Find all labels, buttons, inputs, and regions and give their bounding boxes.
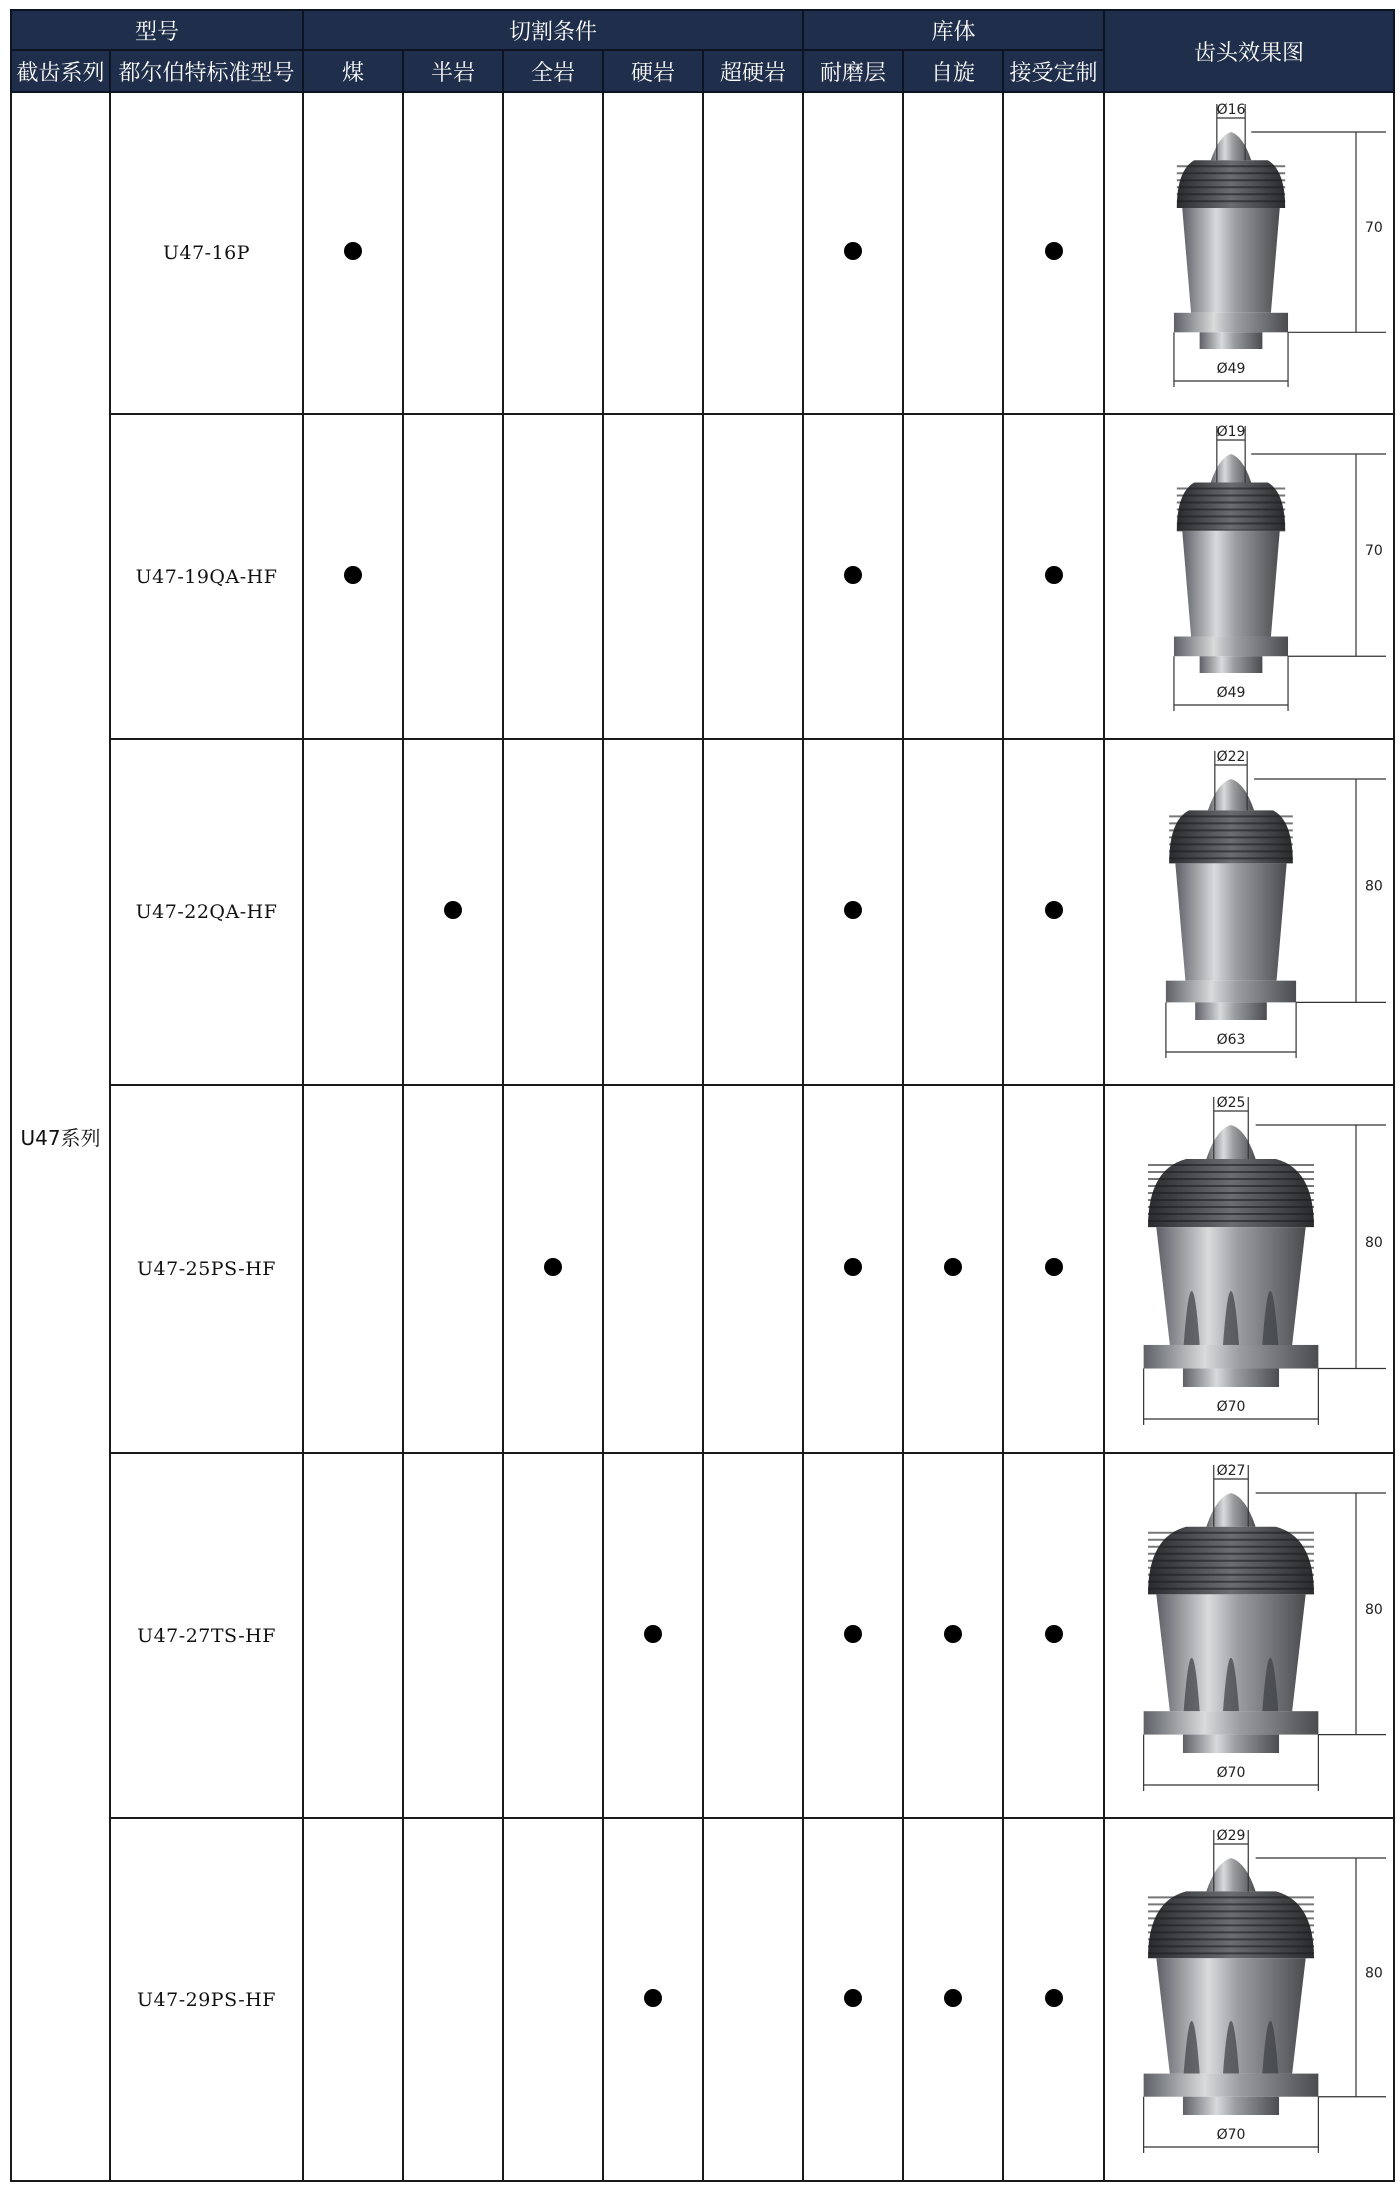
mark-cell bbox=[603, 92, 703, 414]
mark-cell bbox=[903, 1818, 1003, 2181]
pick-body bbox=[1175, 863, 1286, 980]
mark-cell bbox=[503, 1453, 603, 1819]
table-row bbox=[11, 1085, 1394, 1453]
header-model-group: 型号 bbox=[11, 10, 303, 50]
header-standard-model: 都尔伯特标准型号 bbox=[110, 50, 303, 92]
tip-diameter-label: Ø29 bbox=[1216, 1828, 1246, 1845]
mark-cell bbox=[903, 92, 1003, 414]
table-row bbox=[11, 1818, 1394, 2181]
header-cutting-group: 切割条件 bbox=[303, 10, 803, 50]
pick-body bbox=[1182, 208, 1280, 313]
base-diameter-label: Ø70 bbox=[1216, 1399, 1246, 1416]
pick-collar bbox=[1144, 1345, 1319, 1369]
header-hard-rock: 硬岩 bbox=[603, 50, 703, 92]
pick-spec-table bbox=[10, 9, 1395, 2182]
applicable-dot bbox=[844, 901, 862, 919]
model-code: U47-25PS-HF bbox=[110, 1085, 303, 1453]
header-semi-rock: 半岩 bbox=[403, 50, 503, 92]
model-code: U47-16P bbox=[110, 92, 303, 414]
table-row bbox=[11, 414, 1394, 738]
mark-cell bbox=[503, 1085, 603, 1453]
pick-drawing-cell bbox=[1104, 1085, 1394, 1453]
tip-diameter-label: Ø25 bbox=[1216, 1095, 1246, 1112]
pick-drawing bbox=[1106, 1089, 1392, 1449]
pick-drawing-cell bbox=[1104, 1453, 1394, 1819]
mark-cell bbox=[903, 739, 1003, 1085]
applicable-dot bbox=[1045, 1989, 1063, 2007]
pick-shank bbox=[1183, 1734, 1279, 1752]
applicable-dot bbox=[1045, 242, 1063, 260]
header-stock-group: 库体 bbox=[803, 10, 1104, 50]
applicable-dot bbox=[1045, 1258, 1063, 1276]
model-code: U47-19QA-HF bbox=[110, 414, 303, 738]
base-diameter-label: Ø49 bbox=[1216, 360, 1246, 377]
table-row bbox=[11, 739, 1394, 1085]
series-name: U47系列 bbox=[11, 92, 110, 2181]
applicable-dot bbox=[944, 1989, 962, 2007]
model-code: U47-27TS-HF bbox=[110, 1453, 303, 1819]
applicable-dot bbox=[1045, 1625, 1063, 1643]
mark-cell bbox=[303, 1085, 403, 1453]
height-label: 80 bbox=[1365, 1234, 1383, 1251]
mark-cell bbox=[803, 414, 903, 738]
tip-diameter-label: Ø16 bbox=[1216, 101, 1246, 118]
mark-cell bbox=[403, 1818, 503, 2181]
pick-shank bbox=[1195, 1002, 1267, 1020]
pick-drawing-cell bbox=[1104, 1818, 1394, 2181]
applicable-dot bbox=[1045, 566, 1063, 584]
mark-cell bbox=[403, 1085, 503, 1453]
mark-cell bbox=[503, 739, 603, 1085]
base-diameter-label: Ø70 bbox=[1216, 1764, 1246, 1781]
applicable-dot bbox=[844, 242, 862, 260]
tip-diameter-label: Ø19 bbox=[1216, 424, 1246, 441]
header-series: 截齿系列 bbox=[11, 50, 110, 92]
pick-drawing bbox=[1106, 418, 1392, 735]
mark-cell bbox=[603, 739, 703, 1085]
pick-collar bbox=[1144, 2074, 1319, 2097]
mark-cell bbox=[403, 739, 503, 1085]
applicable-dot bbox=[844, 1625, 862, 1643]
pick-body bbox=[1182, 531, 1280, 637]
applicable-dot bbox=[344, 566, 362, 584]
height-label: 70 bbox=[1365, 543, 1383, 560]
mark-cell bbox=[303, 414, 403, 738]
height-label: 80 bbox=[1365, 1601, 1383, 1618]
mark-cell bbox=[903, 414, 1003, 738]
pick-drawing bbox=[1106, 1457, 1392, 1815]
header-coal: 煤 bbox=[303, 50, 403, 92]
header-ultra-hard-rock: 超硬岩 bbox=[703, 50, 803, 92]
mark-cell bbox=[303, 1453, 403, 1819]
base-diameter-label: Ø63 bbox=[1216, 1031, 1246, 1048]
mark-cell bbox=[803, 1818, 903, 2181]
table-row bbox=[11, 92, 1394, 414]
mark-cell bbox=[1003, 1818, 1104, 2181]
mark-cell bbox=[803, 1085, 903, 1453]
mark-cell bbox=[703, 92, 803, 414]
mark-cell bbox=[1003, 92, 1104, 414]
pick-drawing bbox=[1106, 96, 1392, 411]
mark-cell bbox=[603, 1818, 703, 2181]
pick-drawing-cell bbox=[1104, 92, 1394, 414]
mark-cell bbox=[1003, 414, 1104, 738]
header-wear-layer: 耐磨层 bbox=[803, 50, 903, 92]
height-label: 80 bbox=[1365, 878, 1383, 895]
pick-shank bbox=[1183, 1369, 1279, 1387]
mark-cell bbox=[503, 1818, 603, 2181]
mark-cell bbox=[703, 414, 803, 738]
applicable-dot bbox=[644, 1989, 662, 2007]
pick-collar bbox=[1144, 1711, 1319, 1734]
mark-cell bbox=[403, 92, 503, 414]
header-effect-image: 齿头效果图 bbox=[1104, 10, 1394, 92]
pick-drawing-cell bbox=[1104, 414, 1394, 738]
pick-drawing bbox=[1106, 1822, 1392, 2177]
pick-shank bbox=[1183, 2097, 1279, 2115]
height-label: 80 bbox=[1365, 1965, 1383, 1982]
mark-cell bbox=[503, 414, 603, 738]
pick-shank bbox=[1200, 332, 1263, 349]
mark-cell bbox=[703, 1085, 803, 1453]
mark-cell bbox=[603, 1085, 703, 1453]
mark-cell bbox=[803, 92, 903, 414]
mark-cell bbox=[503, 92, 603, 414]
mark-cell bbox=[603, 1453, 703, 1819]
tip-diameter-label: Ø27 bbox=[1216, 1462, 1246, 1479]
pick-drawing-cell bbox=[1104, 739, 1394, 1085]
applicable-dot bbox=[444, 901, 462, 919]
mark-cell bbox=[703, 1453, 803, 1819]
applicable-dot bbox=[944, 1625, 962, 1643]
pick-collar bbox=[1174, 637, 1288, 657]
mark-cell bbox=[403, 414, 503, 738]
mark-cell bbox=[1003, 1085, 1104, 1453]
applicable-dot bbox=[844, 566, 862, 584]
base-diameter-label: Ø49 bbox=[1216, 685, 1246, 702]
mark-cell bbox=[1003, 739, 1104, 1085]
pick-shank bbox=[1200, 656, 1263, 673]
applicable-dot bbox=[644, 1625, 662, 1643]
pick-collar bbox=[1174, 312, 1288, 332]
pick-drawing bbox=[1106, 743, 1392, 1082]
mark-cell bbox=[703, 739, 803, 1085]
mark-cell bbox=[803, 739, 903, 1085]
applicable-dot bbox=[944, 1258, 962, 1276]
header-self-rotation: 自旋 bbox=[903, 50, 1003, 92]
mark-cell bbox=[303, 92, 403, 414]
mark-cell bbox=[1003, 1453, 1104, 1819]
tip-diameter-label: Ø22 bbox=[1216, 748, 1246, 765]
applicable-dot bbox=[544, 1258, 562, 1276]
mark-cell bbox=[703, 1818, 803, 2181]
applicable-dot bbox=[844, 1989, 862, 2007]
mark-cell bbox=[603, 414, 703, 738]
base-diameter-label: Ø70 bbox=[1216, 2127, 1246, 2144]
model-code: U47-29PS-HF bbox=[110, 1818, 303, 2181]
model-code: U47-22QA-HF bbox=[110, 739, 303, 1085]
pick-collar bbox=[1166, 980, 1296, 1002]
table-row bbox=[11, 1453, 1394, 1819]
header-full-rock: 全岩 bbox=[503, 50, 603, 92]
applicable-dot bbox=[1045, 901, 1063, 919]
mark-cell bbox=[903, 1085, 1003, 1453]
mark-cell bbox=[303, 739, 403, 1085]
applicable-dot bbox=[344, 242, 362, 260]
mark-cell bbox=[903, 1453, 1003, 1819]
mark-cell bbox=[403, 1453, 503, 1819]
header-customization: 接受定制 bbox=[1003, 50, 1104, 92]
mark-cell bbox=[303, 1818, 403, 2181]
applicable-dot bbox=[844, 1258, 862, 1276]
mark-cell bbox=[803, 1453, 903, 1819]
height-label: 70 bbox=[1365, 219, 1383, 236]
